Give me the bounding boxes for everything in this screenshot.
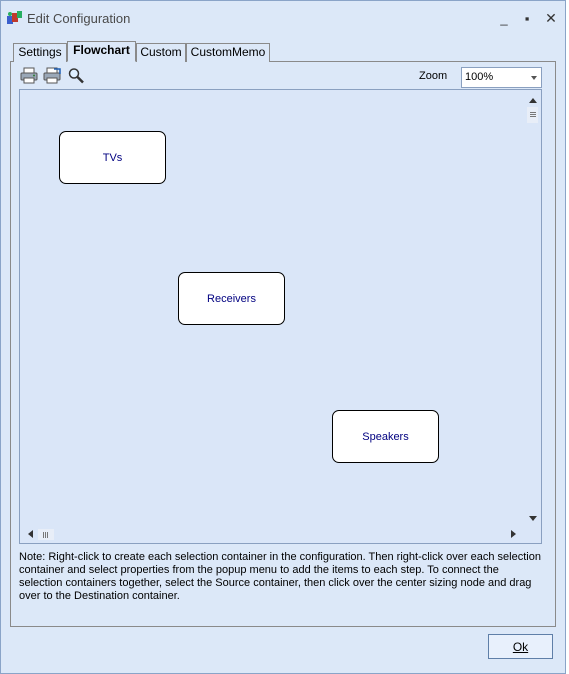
title-bar[interactable] bbox=[1, 1, 565, 37]
tab-custommemo[interactable]: CustomMemo bbox=[186, 43, 270, 62]
ok-button[interactable] bbox=[488, 634, 553, 659]
chevron-down-icon bbox=[531, 76, 537, 80]
scroll-right-icon[interactable] bbox=[511, 530, 516, 538]
vertical-scrollbar[interactable] bbox=[524, 90, 541, 527]
tab-custom[interactable]: Custom bbox=[136, 43, 186, 62]
scroll-up-icon[interactable] bbox=[529, 98, 537, 103]
print-icon[interactable] bbox=[20, 67, 38, 84]
flowchart-node-receivers[interactable]: Receivers bbox=[178, 272, 285, 325]
zoom-label: Zoom bbox=[419, 70, 448, 82]
magnifier-icon[interactable] bbox=[67, 67, 85, 84]
zoom-value: 100% bbox=[465, 71, 494, 83]
horizontal-scroll-thumb[interactable] bbox=[38, 529, 54, 540]
instruction-note: Note: Right-click to create each selection container in the configuration. Then right-click over each selection container and select properties from the popup menu to add the items to each step. To connect the selection containers together, select the Source container, then click over the center sizing node and drag over to the Destination container. bbox=[19, 551, 541, 602]
flowchart-node-tvs[interactable]: TVs bbox=[59, 131, 166, 184]
scroll-left-icon[interactable] bbox=[28, 530, 33, 538]
close-button[interactable]: ✕ bbox=[545, 9, 557, 26]
tab-settings[interactable]: Settings bbox=[13, 43, 67, 62]
scroll-down-icon[interactable] bbox=[529, 516, 537, 521]
window-title: Edit Configuration bbox=[27, 11, 131, 26]
zoom-select[interactable] bbox=[461, 67, 542, 88]
tab-flowchart[interactable]: Flowchart bbox=[67, 41, 136, 62]
minimize-button[interactable]: _ bbox=[500, 10, 508, 26]
flowchart-node-speakers[interactable]: Speakers bbox=[332, 410, 439, 463]
vertical-scroll-thumb[interactable] bbox=[527, 107, 538, 123]
print-setup-icon[interactable] bbox=[43, 67, 61, 84]
horizontal-scrollbar[interactable] bbox=[20, 526, 524, 543]
maximize-button[interactable]: ▪ bbox=[524, 10, 530, 26]
app-icon bbox=[6, 10, 24, 26]
ok-button-label: Ok bbox=[512, 639, 529, 654]
flowchart-canvas[interactable] bbox=[19, 89, 542, 544]
